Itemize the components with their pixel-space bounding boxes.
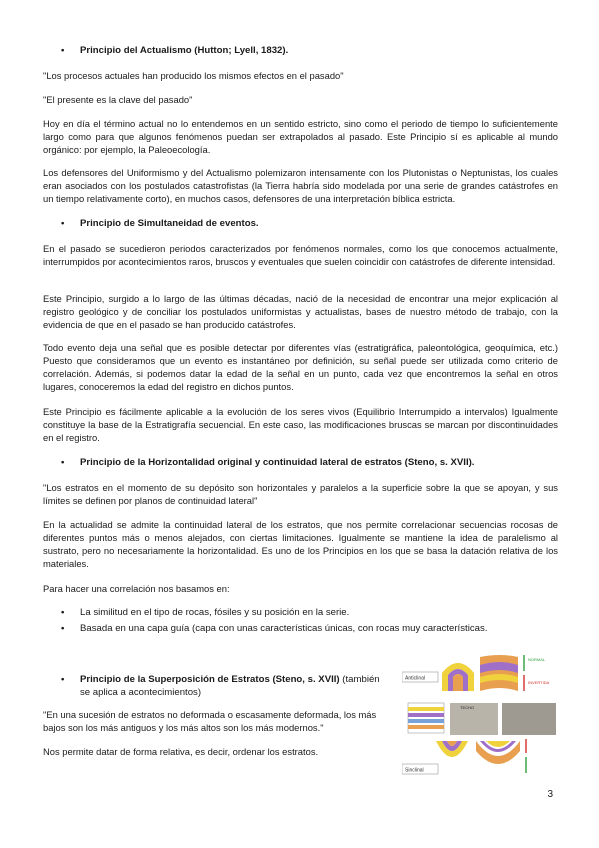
paragraph-horizontalidad-2: Para hacer una correlación nos basamos en: (43, 583, 230, 594)
list-item-text: Basada en una capa guía (capa con unas características únicas, con rocas muy características. (80, 623, 488, 634)
strata-block-top (480, 655, 518, 691)
heading-text: Principio de Simultaneidad de eventos. (80, 218, 259, 229)
paragraph-simultaneidad-1: En el pasado se sucedieron periodos caracterizados por fenómenos normales, como los que conocemos actualmente, interrumpidos por acontecimientos raros, bruscos y eventuales que suelen coincidir con catástrofes de diferente intensidad. (43, 243, 558, 267)
list-item (61, 606, 560, 619)
paragraph-superposicion: Nos permite datar de forma relativa, es decir, ordenar los estratos. (43, 746, 319, 757)
bullet-icon: • (61, 218, 65, 229)
heading-actualismo (61, 44, 560, 57)
bullet-icon: • (61, 45, 65, 56)
label-techo: TECHO (460, 705, 474, 710)
heading-text: Principio de la Superposición de Estratos (Steno, s. XVII) (80, 674, 340, 685)
paragraph-simultaneidad-2: Este Principio, surgido a lo largo de las últimas décadas, nació de la necesidad de encontrar una mejor explicación al registro geológico y de conciliar los postulados uniformistas y actualistas, bases de nuestro método de trabajo, con la evidencia de que en el pasado se han producido catástrofes. (43, 293, 558, 330)
bullet-icon: • (61, 457, 65, 468)
list-item (61, 622, 560, 635)
anticline-drawing (442, 663, 474, 691)
page-number: 3 (547, 789, 553, 800)
list-item-text: La similitud en el tipo de rocas, fósiles y su posición en la serie. (80, 607, 350, 618)
strata-block-middle (408, 703, 444, 733)
quote-superposicion: "En una sucesión de estratos no deformada o escasamente deformada, los más bajos son los más antiguos y los más altos son los más modernos." (43, 709, 377, 733)
rock-photo-2 (502, 703, 556, 735)
paragraph-horizontalidad-1: En la actualidad se admite la continuidad lateral de los estratos, que nos permite correlacionar secuencias rocosas de diferentes puntos más o menos alejados, con ciertas limitaciones. Igualmente se mantiene la idea de paralelismo al sustrato, pero no necesariamente la horizontalidad. Es uno de los Principios en los que se basa la datación relativa de los materiales. (43, 519, 558, 569)
paragraph-actualismo-1: Hoy en día el término actual no lo entendemos en un sentido estricto, sino como el periodo de tiempo lo suficientemente largo como para que algunos fenómenos puedan ser extrapolados al pasado. Este Principio sí es aplicable al mundo orgánico: por ejemplo, la Paleoecología. (43, 118, 558, 155)
label-invertida: INVERTIDA (528, 680, 550, 685)
label-normal: NORMAL (528, 657, 546, 662)
quote-actualismo-1: "Los procesos actuales han producido los mismos efectos en el pasado" (43, 70, 344, 81)
syncline-drawing (436, 741, 468, 757)
label-sinclinal: Sinclinal (405, 767, 424, 774)
quote-horizontalidad: "Los estratos en el momento de su depósito son horizontales y paralelos a la superficie sobre la que se apoyan, y sus límites se definen por planos de continuidad lateral" (43, 482, 558, 506)
heading-superposicion (61, 673, 380, 699)
strata-block-bottom (476, 741, 520, 764)
paragraph-simultaneidad-3: Todo evento deja una señal que es posible detectar por diferentes vías (estratigráfica, paleontológica, geoquímica, etc.) Puesto que consideramos que un evento es instantáneo por definición, su señal puede ser utilizada como criterio de correlación. Además, si podemos datar la edad de la señal en un punto, cada vez que encontremos la señal en otros lugares, conoceremos la edad del registro en dichos puntos. (43, 342, 558, 392)
rock-photo-1 (450, 703, 498, 735)
paragraph-simultaneidad-4: Este Principio es fácilmente aplicable a la evolución de los seres vivos (Equilibrio Interrumpido a intervalos) Igualmente constituye la base de la Estratigrafía secuencial. En este caso, las modificaciones bruscas se marcan por discontinuidades en el registro. (43, 406, 558, 443)
heading-simultaneidad (61, 217, 560, 230)
heading-note: (también se aplica a acontecimientos) (80, 674, 380, 698)
bullet-icon: • (61, 674, 65, 685)
stratigraphy-figure (402, 651, 560, 777)
heading-text: Principio de la Horizontalidad original y continuidad lateral de estratos (Steno, s. XVII). (80, 457, 475, 468)
bullet-icon: • (61, 623, 65, 634)
paragraph-actualismo-2: Los defensores del Uniformismo y del Actualismo polemizaron intensamente con los Plutonistas o Neptunistas, los cuales eran asociados con los postulados catastrofistas (la Tierra habría sido modelada por una serie de grandes catástrofes en un tiempo relativamente corto), en muchos casos, defensores de una interpretación bíblica estricta. (43, 167, 558, 204)
label-anticlinal: Anticlinal (405, 675, 426, 682)
heading-horizontalidad (61, 456, 560, 469)
bullet-icon: • (61, 607, 65, 618)
quote-actualismo-2: "El presente es la clave del pasado" (43, 94, 193, 105)
heading-text: Principio del Actualismo (Hutton; Lyell, 1832). (80, 45, 289, 56)
